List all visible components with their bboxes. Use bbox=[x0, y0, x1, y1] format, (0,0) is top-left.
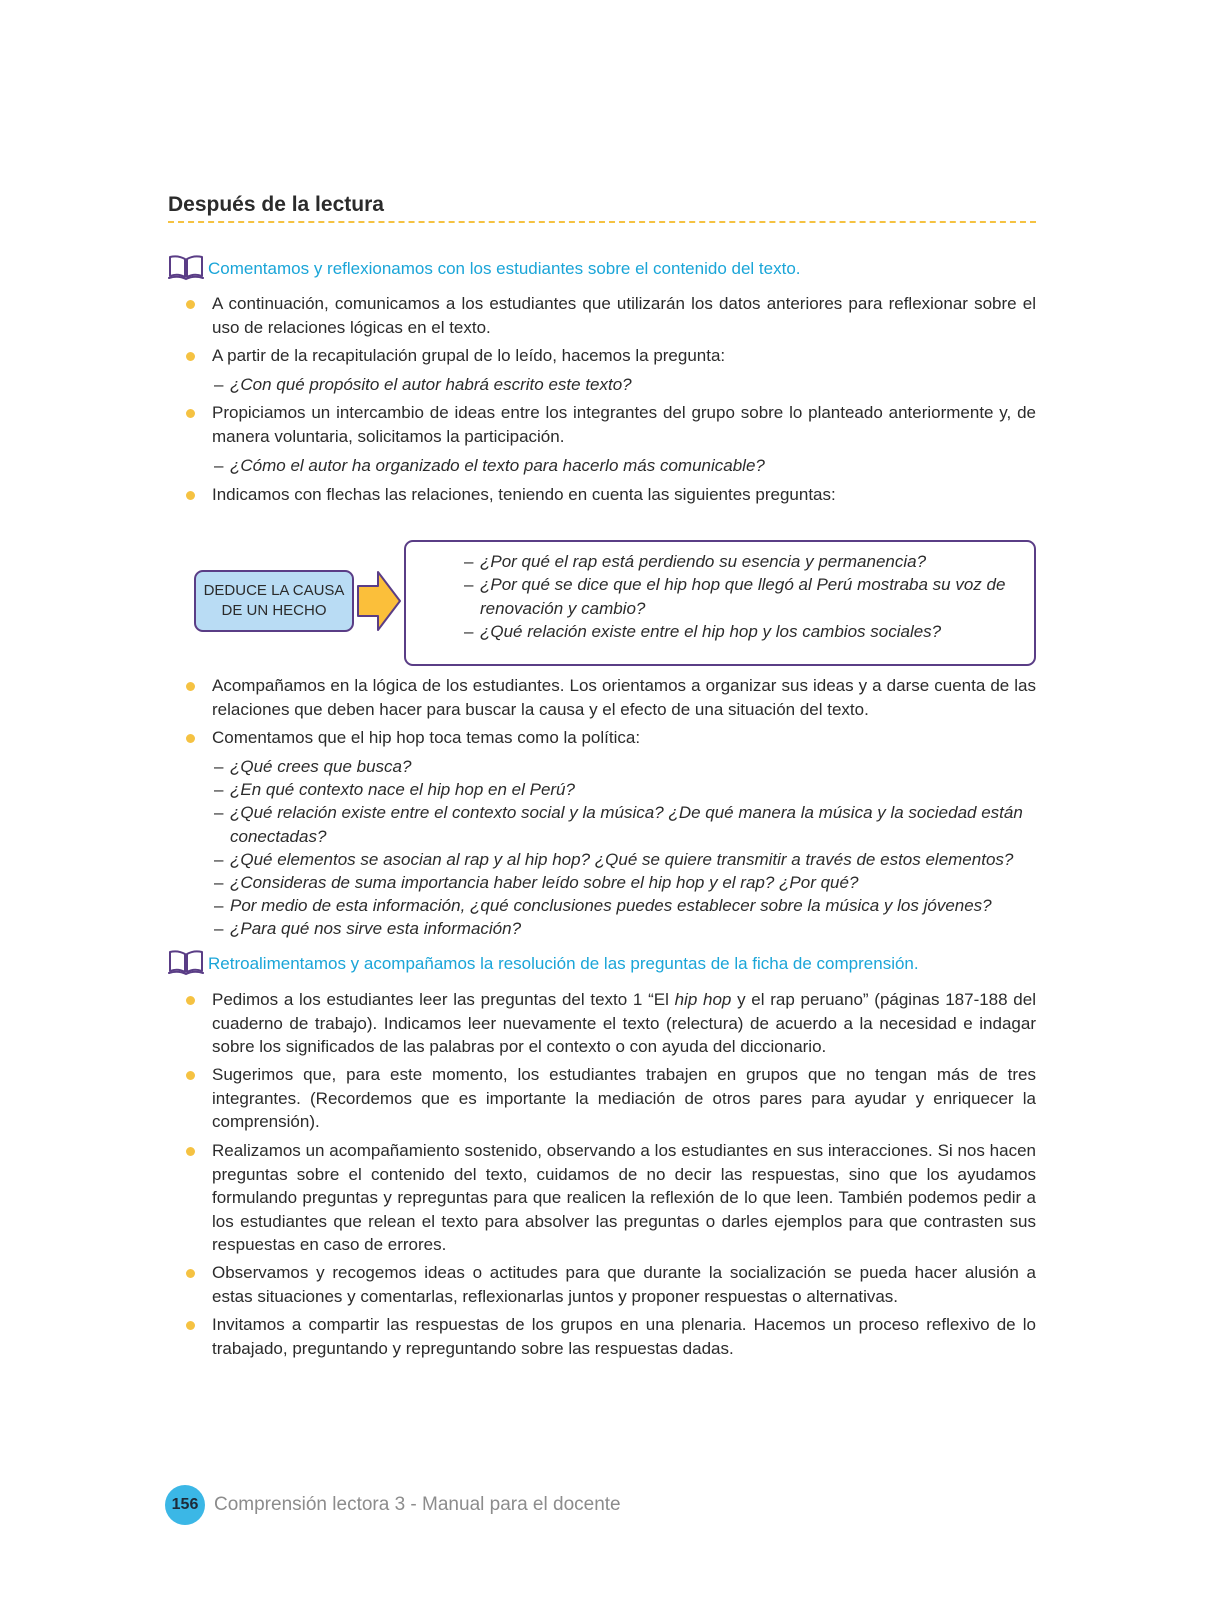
question-text: ¿En qué contexto nace el hip hop en el Perú? bbox=[230, 780, 575, 799]
dash-marker: – bbox=[464, 552, 474, 571]
bullet-text: Propiciamos un intercambio de ideas entre los integrantes del grupo sobre lo planteado anteriormente y, de manera voluntaria, solicitamos la participación. bbox=[212, 403, 1036, 446]
question-item bbox=[214, 917, 1036, 941]
list-item bbox=[212, 292, 1036, 339]
dash-marker: – bbox=[214, 919, 224, 938]
book-icon bbox=[168, 948, 204, 976]
arrow-right-icon bbox=[356, 570, 402, 632]
dash-marker: – bbox=[464, 575, 474, 594]
list-item bbox=[212, 1063, 1036, 1134]
list-item bbox=[212, 1261, 1036, 1308]
bullet-dot bbox=[186, 491, 195, 500]
question-item bbox=[464, 550, 1020, 574]
question-text: ¿Qué crees que busca? bbox=[230, 757, 412, 776]
question-item bbox=[214, 454, 1036, 478]
dash-marker: – bbox=[214, 456, 224, 475]
dash-marker: – bbox=[214, 375, 224, 394]
question-item bbox=[214, 755, 1036, 779]
section-title: Después de la lectura bbox=[168, 193, 384, 216]
question-text: ¿Para qué nos sirve esta información? bbox=[230, 919, 522, 938]
bullet-dot bbox=[186, 1321, 195, 1330]
dash-marker: – bbox=[214, 896, 224, 915]
list-item bbox=[212, 344, 1036, 368]
dash-marker: – bbox=[464, 622, 474, 641]
bullet-dot bbox=[186, 996, 195, 1005]
bullet-text: A partir de la recapitulación grupal de lo leído, hacemos la pregunta: bbox=[212, 346, 726, 365]
bullet-text: Pedimos a los estudiantes leer las preguntas del texto 1 “El bbox=[212, 990, 675, 1009]
bullet-text: Indicamos con flechas las relaciones, teniendo en cuenta las siguientes preguntas: bbox=[212, 485, 836, 504]
book-icon bbox=[168, 253, 204, 281]
subhead-label: Comentamos y reflexionamos con los estudiantes sobre el contenido del texto. bbox=[208, 259, 801, 278]
title-divider bbox=[168, 221, 1036, 223]
question-item bbox=[214, 848, 1036, 872]
bullet-dot bbox=[186, 1147, 195, 1156]
question-text: ¿Qué elementos se asocian al rap y al hip hop? ¿Qué se quiere transmitir a través de estos elementos? bbox=[230, 850, 1014, 869]
question-text: Por medio de esta información, ¿qué conclusiones puedes establecer sobre la música y los jóvenes? bbox=[230, 896, 992, 915]
bullet-text: Realizamos un acompañamiento sostenido, observando a los estudiantes en sus interacciones. Si nos hacen preguntas sobre el contenido del texto, cuidamos de no decir las respuestas, sino que los ayudamos formulando preguntas y repreguntas para que realicen la reflexión de lo que leen. También podemos pedir a los estudiantes que relean el texto para absolver las preguntas o darles ejemplos para que contrasten sus respuestas en caso de errores. bbox=[212, 1141, 1036, 1254]
bullet-text: Comentamos que el hip hop toca temas como la política: bbox=[212, 728, 641, 747]
question-item bbox=[464, 573, 1020, 620]
page-number: 156 bbox=[165, 1485, 205, 1525]
question-text: ¿Cómo el autor ha organizado el texto para hacerlo más comunicable? bbox=[230, 456, 765, 475]
dash-marker: – bbox=[214, 780, 224, 799]
bullet-text: y el rap peruano” (páginas 187-188 del cuaderno de trabajo). Indicamos leer nuevamente el texto (relectura) de acuerdo a la necesidad e indagar sobre los significados de las palabras por el contexto o con ayuda del diccionario. bbox=[212, 990, 1036, 1056]
subhead-label: Retroalimentamos y acompañamos la resolución de las preguntas de la ficha de comprensión. bbox=[208, 954, 919, 973]
list-item bbox=[212, 1313, 1036, 1360]
bullet-dot bbox=[186, 300, 195, 309]
list-item bbox=[212, 674, 1036, 721]
question-item bbox=[214, 894, 1036, 918]
dash-marker: – bbox=[214, 873, 224, 892]
bullet-text: A continuación, comunicamos a los estudiantes que utilizarán los datos anteriores para reflexionar sobre el uso de relaciones lógicas en el texto. bbox=[212, 294, 1036, 337]
list-item bbox=[212, 1139, 1036, 1257]
question-text: ¿Con qué propósito el autor habrá escrito este texto? bbox=[230, 375, 632, 394]
question-text: ¿Qué relación existe entre el hip hop y los cambios sociales? bbox=[480, 622, 942, 641]
question-text: ¿Consideras de suma importancia haber leído sobre el hip hop y el rap? ¿Por qué? bbox=[230, 873, 859, 892]
dash-marker: – bbox=[214, 850, 224, 869]
list-item bbox=[212, 988, 1036, 1059]
list-item bbox=[212, 483, 1036, 507]
question-text: ¿Por qué se dice que el hip hop que llegó al Perú mostraba su voz de renovación y cambio? bbox=[480, 575, 1006, 618]
question-text: ¿Por qué el rap está perdiendo su esencia y permanencia? bbox=[480, 552, 927, 571]
list-item bbox=[212, 726, 1036, 750]
bullet-text: Acompañamos en la lógica de los estudiantes. Los orientamos a organizar sus ideas y a darse cuenta de las relaciones que deben hacer para buscar la causa y el efecto de una situación del texto. bbox=[212, 676, 1036, 719]
dash-marker: – bbox=[214, 757, 224, 776]
dash-marker: – bbox=[214, 803, 224, 822]
bullet-dot bbox=[186, 352, 195, 361]
bullet-text: Observamos y recogemos ideas o actitudes para que durante la socialización se pueda hacer alusión a estas situaciones y comentarlas, reflexionarlas juntos y proponer respuestas o alternativas. bbox=[212, 1263, 1036, 1306]
question-item bbox=[464, 620, 1020, 644]
question-item bbox=[214, 871, 1036, 895]
question-item bbox=[214, 801, 1036, 848]
deduce-cause-box bbox=[194, 570, 354, 632]
bullet-dot bbox=[186, 409, 195, 418]
question-item bbox=[214, 778, 1036, 802]
bullet-dot bbox=[186, 1071, 195, 1080]
question-text: ¿Qué relación existe entre el contexto social y la música? ¿De qué manera la música y la sociedad están conectadas? bbox=[230, 803, 1023, 846]
footer-title: Comprensión lectora 3 - Manual para el docente bbox=[214, 1494, 621, 1515]
bullet-text-emphasis: hip hop bbox=[674, 990, 732, 1009]
question-item bbox=[214, 373, 1036, 397]
deduce-cause-label: DEDUCE LA CAUSA DE UN HECHO bbox=[203, 582, 345, 619]
bullet-text: Sugerimos que, para este momento, los estudiantes trabajen en grupos que no tengan más de tres integrantes. (Recordemos que es importante la mediación de otros pares para ayudar y enriquecer la comprensión). bbox=[212, 1065, 1036, 1131]
bullet-dot bbox=[186, 682, 195, 691]
questions-box bbox=[404, 540, 1036, 666]
bullet-dot bbox=[186, 1269, 195, 1278]
bullet-text: Invitamos a compartir las respuestas de los grupos en una plenaria. Hacemos un proceso reflexivo de lo trabajado, preguntando y repreguntando sobre las respuestas dadas. bbox=[212, 1315, 1036, 1358]
bullet-dot bbox=[186, 734, 195, 743]
list-item bbox=[212, 401, 1036, 448]
